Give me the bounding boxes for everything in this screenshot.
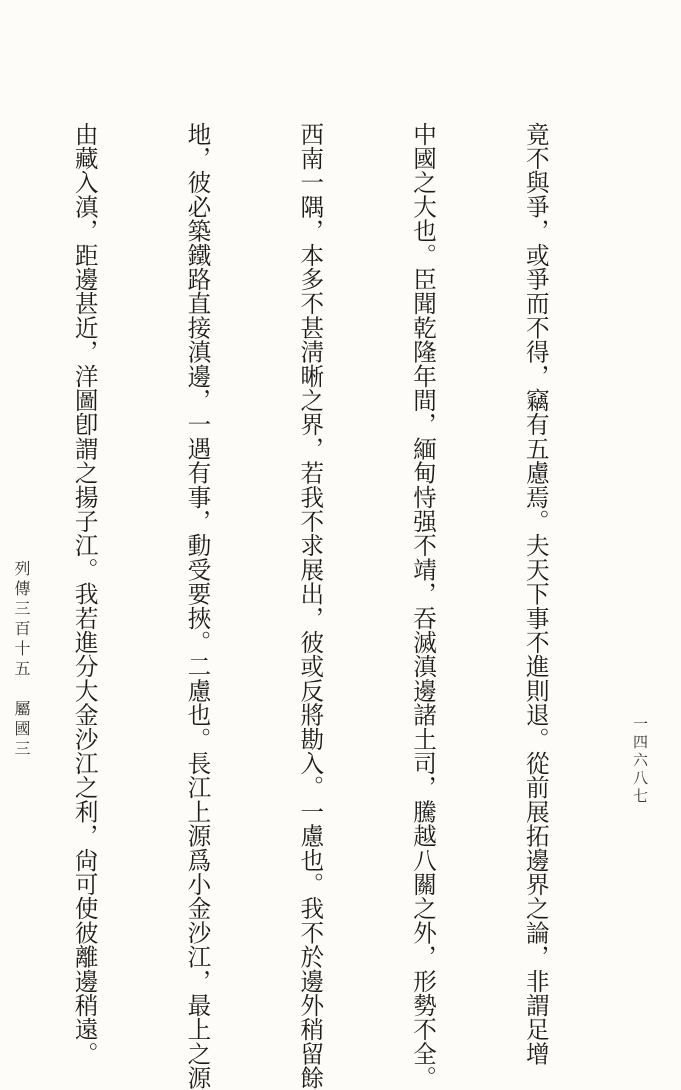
text-column: 竟不與爭，或爭而不得，竊有五慮焉。夫天下事不進則退。從前展拓邊界之論，非謂足增 xyxy=(521,122,550,1066)
text-column: 由藏入滇，距邊甚近，洋圖卽謂之揚子江。我若進分大金沙江之利，尙可使彼離邊稍遠。 xyxy=(70,122,99,1066)
text-column: 地，彼必築鐵路直接滇邊，一遇有事，動受要挾。二慮也。長江上源爲小金沙江，最上之源 xyxy=(183,122,212,1090)
margin-heading xyxy=(10,560,33,760)
chapter-label: 列傳三百十五 xyxy=(12,560,31,680)
section-label: 屬國三 xyxy=(12,700,31,760)
text-column: 中國之大也。臣聞乾隆年間，緬甸恃强不靖，吞滅滇邊諸土司，騰越八關之外，形勢不全。 xyxy=(409,122,438,1090)
page-number: 一四六八七 xyxy=(631,716,649,806)
text-column: 西南一隅，本多不甚淸晰之界，若我不求展出，彼或反將勘入。一慮也。我不於邊外稍留餘 xyxy=(296,122,325,1090)
body-text xyxy=(0,122,629,1090)
